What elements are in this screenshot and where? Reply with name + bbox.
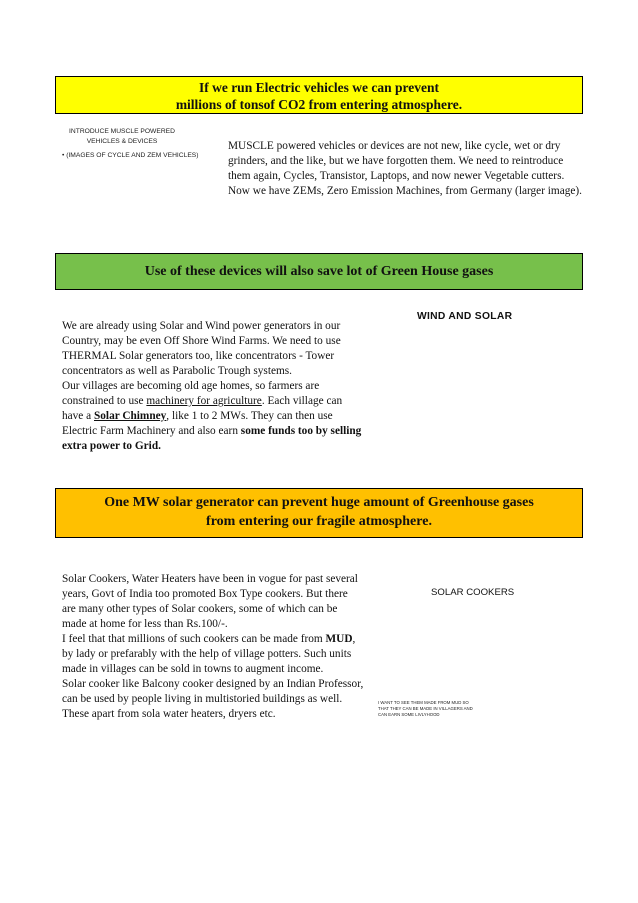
paragraph-bold-text: some funds too by selling extra power to Grid. [62,425,362,452]
wind-and-solar-label: WIND AND SOLAR [417,311,513,322]
intro-line: VEHICLES & DEVICES [86,138,158,145]
electric-vehicles-banner [55,76,583,114]
images-note: • (IMAGES OF CYCLE AND ZEM VEHICLES) [62,152,199,159]
green-house-banner: Use of these devices will also save lot of Green House gases [55,253,583,290]
paragraph-text: Our villages are becoming old age homes, so farmers are constrained to use [62,380,320,407]
paragraph-text: These apart from sola water heaters, dryers etc. [62,708,276,720]
mud-cooker-note: I WANT TO SEE THEM MADE FROM MUD SO THAT THEY CAN BE MADE IN VILLAGERS AND CAN EARN SOME LIVLYHOOD [378,700,473,717]
banner-line: If we run Electric vehicles we can prevent [198,80,440,95]
one-mw-solar-banner [55,488,583,538]
paragraph-text: Solar cooker like Balcony cooker designed by an Indian Professor, can be used by people living in multistoried buildings as well. [62,678,364,705]
intro-line: INTRODUCE MUSCLE POWERED [69,128,175,135]
solar-cookers-label: SOLAR COOKERS [431,587,515,598]
paragraph-text: Solar Cookers, Water Heaters have been in vogue for past several years, Govt of India too promoted Box Type cookers. But there are many other types of Solar cookers, some of which can be made at home for less than Rs.100/-. [62,573,358,630]
paragraph-text: I feel that that millions of such cookers can be made from [62,633,326,645]
muscle-paragraph: MUSCLE powered vehicles or devices are not new, like cycle, wet or dry grinders, and the like, but we have forgotten them. We need to reintroduce them again, Cycles, Transistor, Laptops, and now newer Vegetable cutters. Now we have ZEMs, Zero Emission Machines, from Germany (larger image). [228,140,582,197]
paragraph-text: We are already using Solar and Wind power generators in our Country, may be even Off Shore Wind Farms. We need to use THERMAL Solar generators too, like concentrators - Tower concentrators as well as Parabolic Trough systems. [62,320,341,377]
agriculture-machinery-link[interactable]: machinery for agriculture [146,395,262,407]
banner-line: millions of tonsof CO2 from entering atmosphere. [175,97,463,112]
mud-bold-text: MUD [325,633,353,645]
banner-line: One MW solar generator can prevent huge amount of Greenhouse gases [104,495,534,510]
paragraph-text: , like 1 to 2 MWs. They can then use Electric Farm Machinery and also earn [62,410,333,437]
banner-line: from entering our fragile atmosphere. [206,514,432,529]
solar-chimney-link[interactable]: Solar Chimney [94,410,167,422]
solar-cookers-paragraph [62,572,364,722]
solar-wind-paragraph [62,319,364,454]
intro-muscle-powered [62,127,182,147]
paragraph-text: . Each village can have a [62,395,343,422]
paragraph-text: , by lady or prefarably with the help of village potters. Such units made in villages can be sold in towns to augment income. [62,633,356,675]
